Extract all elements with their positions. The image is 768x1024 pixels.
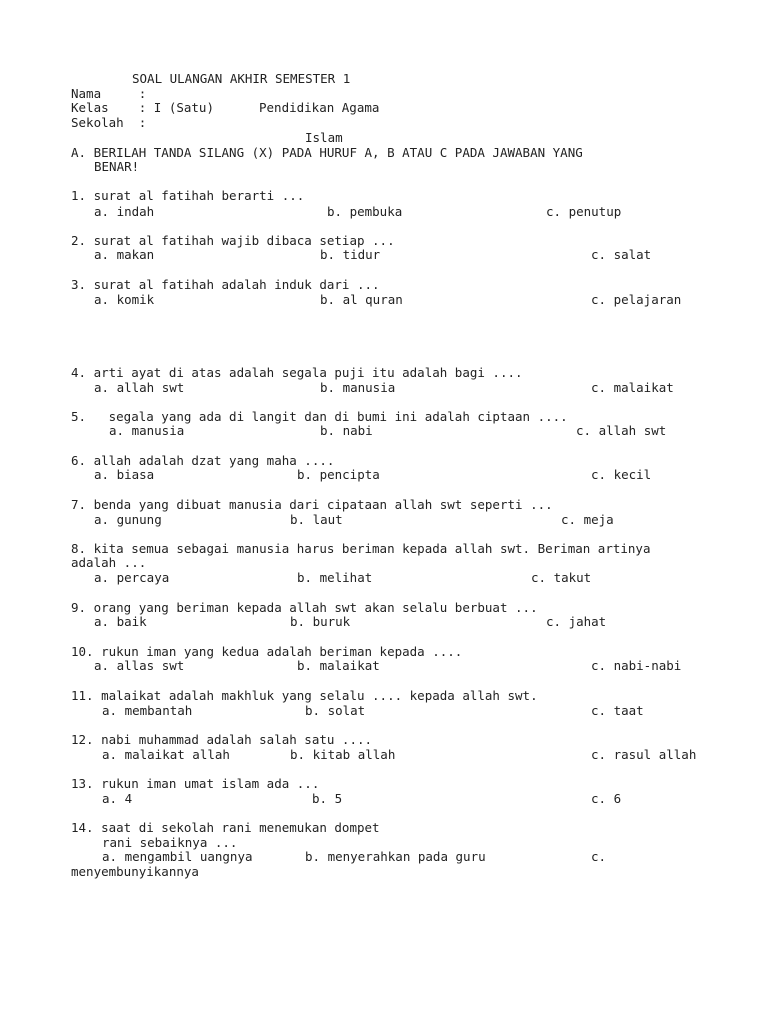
option-a: a. allas swt [94,658,185,673]
document-title: SOAL ULANGAN AKHIR SEMESTER 1 [132,71,351,86]
option-a: a. allah swt [94,380,185,395]
sekolah-field: Sekolah : [71,115,147,130]
option-b: b. malaikat [297,658,380,673]
option-c: c. penutup [546,204,622,219]
option-a: a. komik [94,292,155,307]
option-b: b. pembuka [327,204,403,219]
nama-field: Nama : [71,86,147,101]
option-b: b. solat [305,703,366,718]
option-b: b. manusia [320,380,396,395]
option-b: b. laut [290,512,343,527]
option-c: c. taat [591,703,644,718]
option-c: c. 6 [591,791,622,806]
question-14: 14. saat di sekolah rani menemukan dompet [71,820,380,835]
question-5: 5. segala yang ada di langit dan di bumi ini adalah ciptaan .... [71,409,568,424]
subject-label: Pendidikan Agama [259,100,380,115]
option-a: a. indah [94,204,155,219]
option-b: b. melihat [297,570,373,585]
question-6: 6. allah adalah dzat yang maha .... [71,453,335,468]
option-a: a. makan [94,247,155,262]
instruction-text-continued: BENAR! [94,159,140,174]
option-c: c. meja [561,512,614,527]
option-c: c. malaikat [591,380,674,395]
option-b: b. menyerahkan pada guru [305,849,486,864]
option-a: a. manusia [109,423,185,438]
option-b: b. kitab allah [290,747,396,762]
question-14-continued: rani sebaiknya ... [102,835,238,850]
question-13: 13. rukun iman umat islam ada ... [71,776,320,791]
option-b: b. tidur [320,247,381,262]
option-c: c. rasul allah [591,747,697,762]
instruction-text: A. BERILAH TANDA SILANG (X) PADA HURUF A, B ATAU C PADA JAWABAN YANG [71,145,583,160]
option-b: b. nabi [320,423,373,438]
option-a: a. malaikat allah [102,747,230,762]
question-3: 3. surat al fatihah adalah induk dari ... [71,277,380,292]
question-1: 1. surat al fatihah berarti ... [71,188,305,203]
option-a: a. membantah [102,703,193,718]
question-2: 2. surat al fatihah wajib dibaca setiap ... [71,233,395,248]
question-11: 11. malaikat adalah makhluk yang selalu .... kepada allah swt. [71,688,538,703]
option-b: b. buruk [290,614,351,629]
question-12: 12. nabi muhammad adalah salah satu .... [71,732,373,747]
option-a: a. mengambil uangnya [102,849,253,864]
option-a: a. percaya [94,570,170,585]
option-b: b. al quran [320,292,403,307]
option-a: a. gunung [94,512,162,527]
option-c-continued: menyembunyikannya [71,864,199,879]
option-a: a. baik [94,614,147,629]
question-9: 9. orang yang beriman kepada allah swt akan selalu berbuat ... [71,600,538,615]
question-8-continued: adalah ... [71,555,147,570]
option-c: c. nabi-nabi [591,658,682,673]
question-4: 4. arti ayat di atas adalah segala puji itu adalah bagi .... [71,365,523,380]
option-b: b. 5 [312,791,343,806]
option-c: c. takut [531,570,592,585]
option-c: c. kecil [591,467,652,482]
question-10: 10. rukun iman yang kedua adalah beriman kepada .... [71,644,463,659]
question-7: 7. benda yang dibuat manusia dari cipataan allah swt seperti ... [71,497,553,512]
option-a: a. 4 [102,791,133,806]
option-c: c. salat [591,247,652,262]
option-b: b. pencipta [297,467,380,482]
option-c: c. pelajaran [591,292,682,307]
question-8: 8. kita semua sebagai manusia harus beriman kepada allah swt. Beriman artinya [71,541,651,556]
option-c: c. jahat [546,614,607,629]
option-c: c. allah swt [576,423,667,438]
subject-label-continued: Islam [305,130,343,145]
kelas-field: Kelas : I (Satu) [71,100,214,115]
option-c: c. [591,849,607,864]
option-a: a. biasa [94,467,155,482]
